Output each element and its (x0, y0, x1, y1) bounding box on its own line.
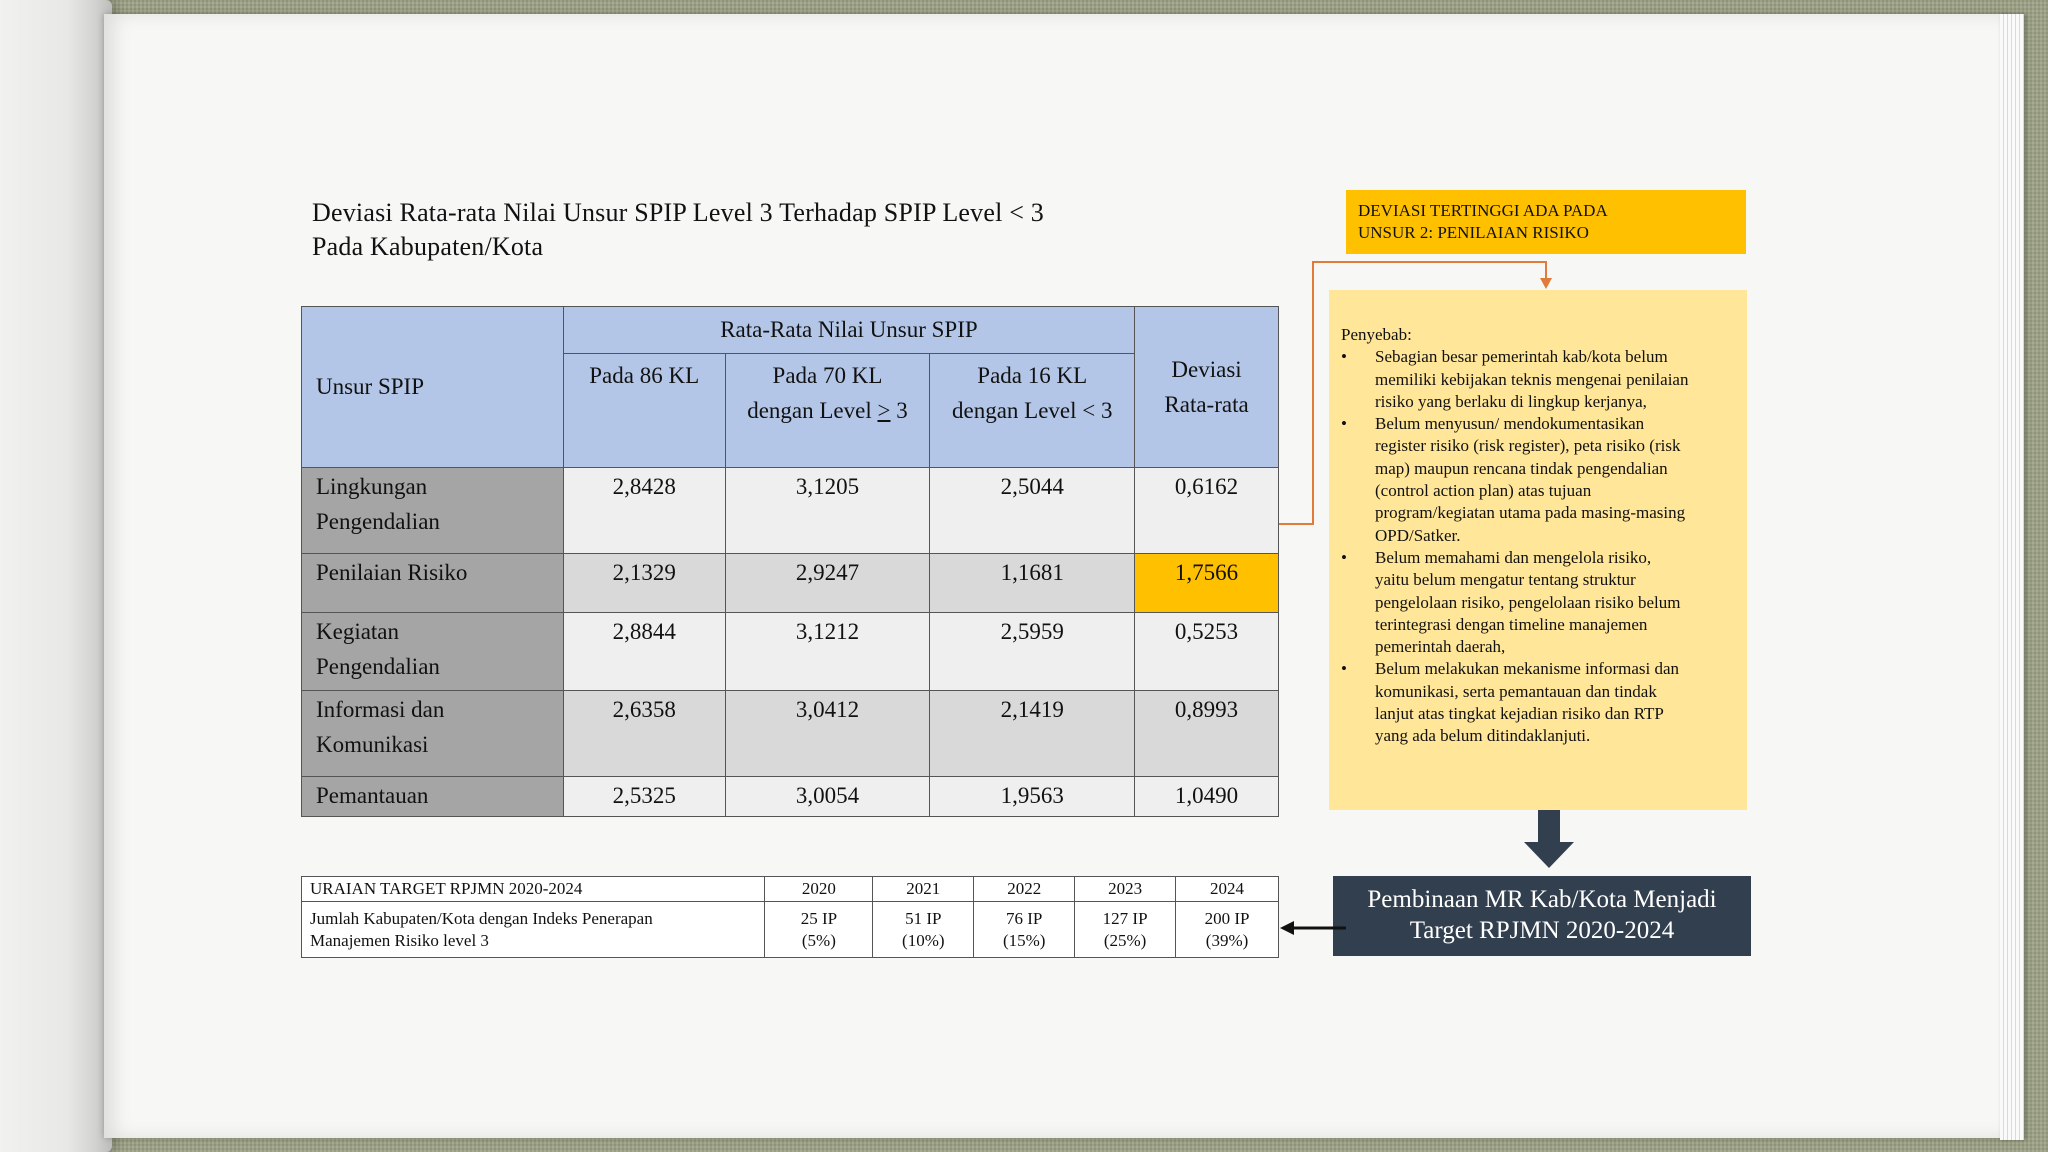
target-ip: 76 IP (1006, 908, 1043, 928)
cause-line: register risiko (risk register), peta risiko (risk (1375, 436, 1681, 456)
header-16-kl-line-1: Pada 16 KL (977, 363, 1088, 388)
title-line-1: Deviasi Rata-rata Nilai Unsur SPIP Level 3 Terhadap SPIP Level < 3 (312, 198, 1044, 227)
left-arrow-icon (1280, 921, 1346, 935)
title-line-2: Pada Kabupaten/Kota (312, 232, 544, 261)
target-ip: 200 IP (1204, 908, 1250, 928)
value-86-kl: 2,5325 (563, 777, 725, 817)
cause-line: • Sebagian besar pemerintah kab/kota belum (1375, 347, 1668, 367)
header-deviasi-line-1: Deviasi (1171, 357, 1242, 382)
row-label-line-2: Komunikasi (316, 732, 429, 757)
down-arrow-icon (1524, 810, 1574, 868)
value-70-kl: 3,1212 (725, 613, 930, 691)
cause-line: yang ada belum ditindaklanjuti. (1375, 726, 1591, 746)
year-2021: 2021 (873, 877, 974, 902)
value-deviasi: 0,6162 (1135, 468, 1279, 554)
cause-line: OPD/Satker. (1375, 525, 1461, 545)
orange-connector-line (1279, 262, 1546, 524)
callout-top-line-1: DEVIASI TERTINGGI ADA PADA (1358, 201, 1608, 220)
row-label-line-1: Penilaian Risiko (316, 560, 468, 585)
cause-line: • Belum menyusun/ mendokumentasikan (1375, 414, 1645, 434)
target-description-line-1: Jumlah Kabupaten/Kota dengan Indeks Penerapan (310, 908, 653, 928)
row-label-line-2: Pengendalian (316, 654, 440, 679)
value-deviasi-highest: 1,7566 (1135, 554, 1279, 613)
header-70-kl-suffix: 3 (890, 398, 908, 423)
target-description-line-2: Manajemen Risiko level 3 (310, 930, 489, 950)
cause-line: lanjut atas tingkat kejadian risiko dan RTP (1375, 704, 1664, 724)
row-label-line-1: Kegiatan (316, 619, 400, 644)
value-86-kl: 2,6358 (563, 691, 725, 777)
cause-line: terintegrasi dengan timeline manajemen (1375, 614, 1648, 634)
year-2022: 2022 (974, 877, 1075, 902)
value-16-kl: 2,1419 (930, 691, 1135, 777)
year-2024: 2024 (1176, 877, 1279, 902)
header-deviasi-line-2: Rata-rata (1164, 392, 1249, 417)
value-70-kl: 3,0054 (725, 777, 930, 817)
header-70-kl-prefix: dengan Level (747, 398, 878, 423)
callout-top-line-2: UNSUR 2: PENILAIAN RISIKO (1358, 223, 1589, 242)
cause-line: pengelolaan risiko, pengelolaan risiko belum (1375, 592, 1681, 612)
pembinaan-line-2: Target RPJMN 2020-2024 (1409, 917, 1675, 944)
cause-line: komunikasi, serta pemantauan dan tindak (1375, 681, 1657, 701)
value-86-kl: 2,8428 (563, 468, 725, 554)
target-ip: 127 IP (1102, 908, 1148, 928)
row-label-line-1: Lingkungan (316, 474, 428, 499)
target-pct: (15%) (1002, 930, 1046, 950)
value-deviasi: 1,0490 (1135, 777, 1279, 817)
cause-line: (control action plan) atas tujuan (1375, 481, 1592, 501)
value-16-kl: 1,9563 (930, 777, 1135, 817)
value-70-kl: 3,0412 (725, 691, 930, 777)
value-86-kl: 2,8844 (563, 613, 725, 691)
value-16-kl: 2,5959 (930, 613, 1135, 691)
row-label-line-2: Pengendalian (316, 509, 440, 534)
header-group: Rata-Rata Nilai Unsur SPIP (563, 307, 1134, 354)
header-16-kl-line-2: dengan Level < 3 (951, 398, 1113, 423)
header-unsur: Unsur SPIP (302, 307, 564, 468)
year-2020: 2020 (765, 877, 873, 902)
value-70-kl: 3,1205 (725, 468, 930, 554)
cause-line: map) maupun rencana tindak pengendalian (1375, 458, 1668, 478)
target-pct: (10%) (902, 930, 945, 950)
target-pct: (5%) (801, 930, 836, 950)
causes-heading: Penyebab: (1341, 325, 1412, 344)
cause-line: • Belum memahami dan mengelola risiko, (1375, 547, 1652, 567)
cause-line: risiko yang berlaku di lingkup kerjanya, (1375, 391, 1647, 411)
target-pct: (25%) (1103, 930, 1147, 950)
pembinaan-line-1: Pembinaan MR Kab/Kota Menjadi (1367, 886, 1717, 913)
value-86-kl: 2,1329 (563, 554, 725, 613)
value-70-kl: 2,9247 (725, 554, 930, 613)
cause-line: yaitu belum mengatur tentang struktur (1375, 570, 1636, 590)
cause-line: • Belum melakukan mekanisme informasi dan (1375, 659, 1680, 679)
header-86-kl: Pada 86 KL (563, 354, 725, 468)
value-deviasi: 0,5253 (1135, 613, 1279, 691)
year-2023: 2023 (1075, 877, 1176, 902)
value-16-kl: 1,1681 (930, 554, 1135, 613)
value-deviasi: 0,8993 (1135, 691, 1279, 777)
target-ip: 25 IP (800, 908, 838, 928)
target-pct: (39%) (1205, 930, 1249, 950)
orange-arrowhead-icon (1540, 278, 1552, 289)
row-label-line-1: Informasi dan (316, 697, 445, 722)
target-header-label: URAIAN TARGET RPJMN 2020-2024 (302, 877, 765, 902)
cause-line: pemerintah daerah, (1375, 637, 1506, 657)
row-label-line-1: Pemantauan (316, 783, 429, 808)
header-70-kl-line-1: Pada 70 KL (772, 363, 883, 388)
gte-symbol: > (877, 398, 891, 423)
value-16-kl: 2,5044 (930, 468, 1135, 554)
cause-line: memiliki kebijakan teknis mengenai penilaian (1375, 369, 1689, 389)
target-ip: 51 IP (905, 908, 942, 928)
cause-line: program/kegiatan utama pada masing-masing (1375, 503, 1686, 523)
